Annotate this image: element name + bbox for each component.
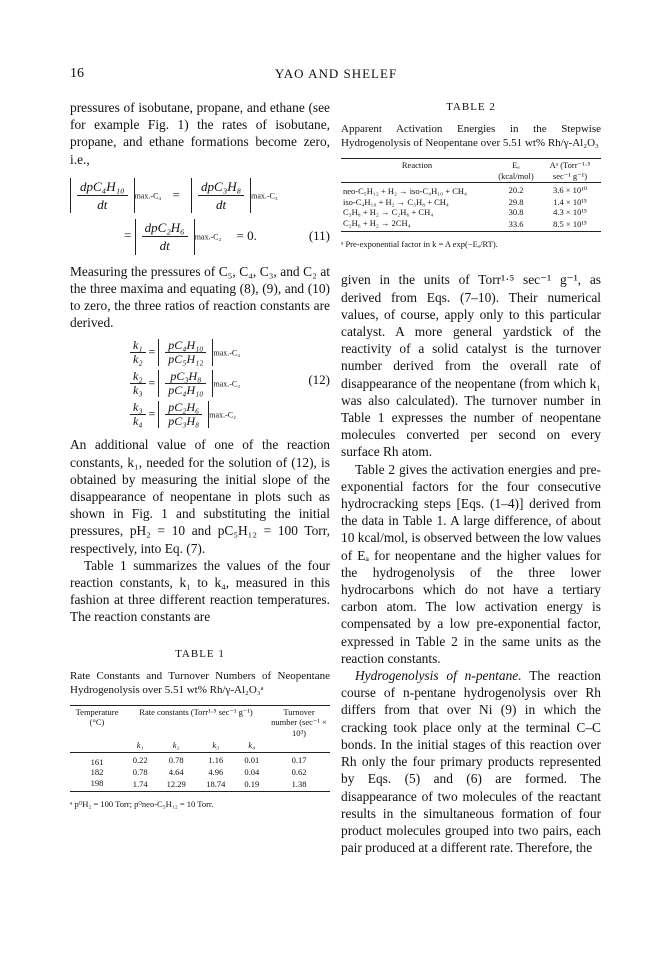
- table: [70, 705, 330, 793]
- table-cell: 0.62: [291, 767, 307, 778]
- eq-term3-den: dt: [159, 238, 170, 254]
- ratio-sub: max.-C₂: [209, 410, 236, 420]
- table-row: [341, 197, 601, 208]
- ratio-den: k₃: [133, 383, 143, 398]
- eq-term2-sub: max.-C₃: [251, 191, 278, 201]
- table-cell: 0.78: [132, 767, 148, 778]
- table-cell: 182: [90, 767, 104, 778]
- table-cell: 0.19: [244, 779, 260, 790]
- table-subheader: k₃: [212, 740, 220, 751]
- eq-term2-den: dt: [216, 197, 227, 213]
- ratio-den: k₄: [133, 414, 143, 429]
- table-cell: 0.22: [132, 754, 148, 765]
- paragraph: Table 2 gives the activation energies and pre-exponential factors for the four consecutive hydrocracking steps [Eqs. (1–4)] derived from the data in Table 1. A large difference, of about 10 kcal/mol, is observed between the low values of Eₐ for neopentane and the higher values for the hydrogenolysis of the three lower hydrocarbons which do not have a tertiary carbon atom. The low activation energy is compensated by a low pre-exponential factor, expressed in Table 2 in the same units as the reaction constants.: [341, 461, 601, 666]
- paragraph-text: The reaction course of n-pentane hydrogenolysis over Rh differs from that over Ni (9) in which the cracking took place only at the terminal C–C bonds. In the initial stages of this reaction over Rh only the four primary products represented by Eqs. (5) and (6) are formed. The disappearance of two molecules of the reactant results in the simultaneous formation of four product molecules grouped into two pairs, each pair produced at a different rate. Therefore, the: [341, 668, 601, 856]
- table-caption: Apparent Activation Energies in the Stepwise Hydrogenolysis of Neopentane over 5.51 wt% Rh/γ-Al₂O₃: [341, 123, 601, 150]
- running-head: YAO AND SHELEF: [274, 66, 398, 81]
- table-subheader: k₄: [248, 740, 256, 751]
- table-cell: 0.01: [244, 754, 260, 765]
- table-cell: 198: [90, 777, 104, 788]
- table-row: [341, 218, 601, 232]
- table-cell: iso-C₄H₁₀ + H₂ → C₃H₈ + CH₄: [343, 196, 449, 207]
- ratio-num: k₂: [130, 370, 146, 384]
- table-header: Temperature (°C): [75, 706, 119, 728]
- table-subheader: k₂: [172, 740, 180, 751]
- table-cell: 1.74: [132, 779, 148, 790]
- table-row: [70, 752, 330, 767]
- ratio-sub: max.-C₃: [213, 379, 241, 389]
- table-footnote: ᵃ Pre-exponential factor in k = A exp(−Eₐ/RT).: [341, 239, 498, 250]
- table-caption: Rate Constants and Turnover Numbers of Neopentane Hydrogenolysis over 5.51 wt% Rh/γ-Al₂O₃ᵃ: [70, 669, 330, 696]
- table-cell: 0.17: [291, 754, 307, 765]
- table-cell: C₃H₈ + H₂ → C₂H₆ + CH₄: [343, 207, 434, 218]
- table-title: TABLE 1: [175, 647, 225, 660]
- table-subheader: k₁: [136, 740, 144, 751]
- table-cell: 8.5 × 10¹⁵: [553, 219, 587, 230]
- eq-tail: = 0.: [236, 227, 257, 243]
- left-column: [70, 99, 330, 814]
- table-cell: 4.96: [208, 767, 224, 778]
- paragraph: given in the units of Torr¹·⁵ sec⁻¹ g⁻¹, as derived from Eqs. (7–10). Their numerical values, of course, apply only to this particular catalyst. A more general yardstick of the reactivity of a solid catalyst is the turnover number derived from the overall rate of disappearance of the neopentane (from which k₁ was also calculated). The turnover number in Table 1 expresses the number of neopentane molecules converted per second on every surface Rh atom.: [341, 272, 601, 460]
- table-cell: neo-C₅H₁₂ + H₂ → iso-C₄H₁₀ + CH₄: [343, 186, 467, 197]
- eq-term1-sub: max.-C₄: [134, 191, 162, 201]
- table-cell: 4.3 × 10¹⁵: [553, 207, 587, 218]
- table-cell: 20.2: [508, 184, 524, 195]
- table-row: [70, 767, 330, 778]
- table-1: [70, 646, 330, 814]
- table-cell: 0.04: [244, 767, 260, 778]
- paragraph: pressures of isobutane, propane, and ethane (see for example Fig. 1) the rates of isobutane, propane, and ethane formations become zero, i.e.,: [70, 100, 330, 167]
- ratio-sub: max.-C₄: [213, 348, 241, 358]
- ratio-bracket-den: pC₄H₁₀: [168, 383, 204, 398]
- eq-term1-num: dpC₄H₁₀: [77, 178, 128, 196]
- table: [341, 158, 601, 232]
- equation-number: (11): [308, 228, 330, 244]
- eq-term3-sub: max.-C₂: [194, 232, 222, 242]
- table-cell: 30.8: [508, 207, 524, 218]
- equation-11: $\frac{\text{dpC₄H₁₀}}{dt}$ max.-C₄ = $\frac{\text{dpC₃H₈}}{dt}$ max.-C₃ = $\frac{\text{dpC₂H₆}}{dt}$ max.-C₂ = 0. (11): [70, 178, 330, 255]
- table-cell: 0.78: [168, 754, 184, 765]
- table-cell: 161: [90, 756, 104, 767]
- table-header: Reaction: [401, 160, 433, 171]
- page-header: [70, 66, 602, 84]
- paragraph: An additional value of one of the reaction constants, k₁, needed for the solution of (12), is obtained by measuring the initial slope of the disappearance of neopentane in plots such as shown in Fig. 1 and substituting the initial pressures, pH₂ = 10 and pC₅H₁₂ = 100 Torr, respectively, into Eq. (7).: [70, 437, 330, 556]
- table-cell: 3.6 × 10¹⁰: [552, 184, 588, 195]
- table-row: [70, 778, 330, 792]
- table-header: Eₐ (kcal/mol): [498, 160, 534, 181]
- ratio-den: k₂: [133, 352, 143, 367]
- ratio-bracket-num: pC₃H₈: [165, 370, 206, 384]
- ratio-num: k₁: [130, 339, 146, 353]
- page-number: 16: [70, 66, 84, 81]
- table-header: Rate constants (Torr¹·⁵ sec⁻¹ g⁻¹): [139, 706, 253, 717]
- table-cell: 1.16: [208, 754, 224, 765]
- table-cell: 29.8: [508, 196, 524, 207]
- ratio-num: k₃: [130, 401, 146, 415]
- table-footnote: ᵃ pᴼH₂ = 100 Torr; pᴼneo-C₅H₁₂ = 10 Torr.: [70, 799, 214, 810]
- table-cell: 12.29: [166, 779, 186, 790]
- paragraph: Table 1 summarizes the values of the four reaction constants, k₁ to k₄, measured in this fashion at three different reaction temperatures. The reaction constants are: [70, 557, 330, 625]
- table-row: [341, 183, 601, 197]
- ratio-bracket-den: pC₅H₁₂: [168, 352, 204, 367]
- table-2: [341, 99, 601, 253]
- table-cell: C₂H₆ + H₂ → 2CH₄: [343, 217, 411, 228]
- equation-number: (12): [308, 372, 330, 388]
- equation-12: $\frac{\text{k₁}}{\text{k₂}}$ = $\frac{\text{pC₄H₁₀}}{\text{pC₅H₁₂}}$ max.-C₄ $\frac{\text{k₂}}{\text{k₃}}$ = $\frac{\text{pC₃H₈}}{\text{pC₄H₁₀}}$ max.-C₃ $\frac{\text{k₃}}{\text{k₄}}$ = $\frac{\text{pC₂H₆}}{\text{pC₃H₈}}$ max.-C₂ (12): [130, 339, 330, 428]
- ratio-bracket-den: pC₃H₈: [168, 414, 200, 429]
- right-column: [341, 99, 601, 856]
- eq-term1-den: dt: [97, 197, 108, 213]
- paragraph: Measuring the pressures of C₅, C₄, C₃, and C₂ at the three maxima and equating (8), (9), and (10) to zero, the three ratios of reaction constants are derived.: [70, 263, 330, 331]
- table-cell: 18.74: [206, 779, 226, 790]
- section-heading: Hydrogenolysis of n-pentane.: [355, 668, 522, 684]
- table-cell: 1.4 × 10¹⁵: [553, 196, 587, 207]
- table-title: TABLE 2: [446, 101, 496, 113]
- ratio-bracket-num: pC₄H₁₀: [165, 339, 206, 353]
- eq-term2-num: dpC₃H₈: [198, 178, 244, 196]
- eq-term3-num: dpC₂H₆: [142, 219, 188, 237]
- ratio-bracket-num: pC₂H₆: [165, 401, 202, 415]
- table-cell: 33.6: [508, 219, 524, 230]
- table-cell: 4.64: [168, 767, 184, 778]
- table-header: Turnover number (sec⁻¹ × 10³): [271, 706, 327, 738]
- table-header: Aᵃ (Torr⁻¹·⁵ sec⁻¹ g⁻¹): [549, 160, 591, 181]
- table-cell: 1.38: [291, 779, 307, 790]
- table-row: [341, 207, 601, 218]
- paragraph: [341, 667, 601, 856]
